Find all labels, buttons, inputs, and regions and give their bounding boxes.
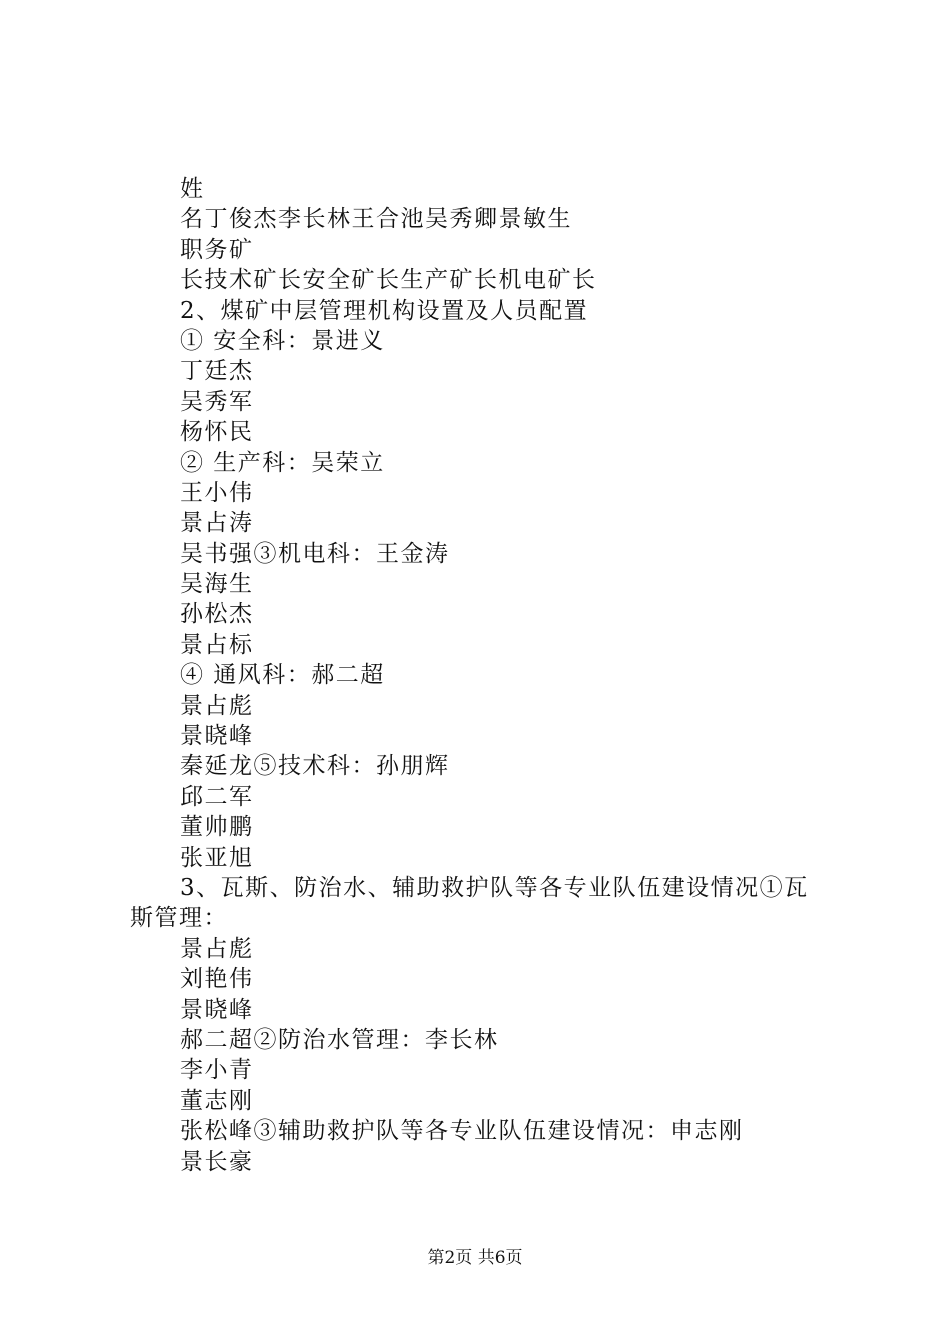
document-body [130, 174, 842, 1177]
text-line: 景占彪 [180, 692, 254, 719]
text-line: 吴书强③机电科：王金涛 [180, 540, 450, 567]
section-heading: 2、煤矿中层管理机构设置及人员配置 [180, 297, 589, 324]
section-heading-continued: 斯管理： [130, 905, 228, 932]
page-number-footer: 第2页 共6页 [427, 1248, 523, 1268]
text-line: 景晓峰 [180, 996, 254, 1023]
text-line: 景晓峰 [180, 723, 254, 750]
text-line: 景占涛 [180, 510, 254, 537]
text-line: 景占彪 [180, 935, 254, 962]
text-line: ② 生产科：吴荣立 [180, 449, 385, 476]
text-line: 李小青 [180, 1057, 254, 1084]
text-line: 刘艳伟 [180, 966, 254, 993]
text-line: 职务矿 [180, 236, 254, 263]
text-line: 董志刚 [180, 1087, 254, 1114]
text-line: 孙松杰 [180, 601, 254, 628]
text-line: 长技术矿长安全矿长生产矿长机电矿长 [180, 267, 597, 294]
text-line: ④ 通风科：郝二超 [180, 662, 385, 689]
text-line: 景长豪 [180, 1148, 254, 1175]
text-line: 张亚旭 [180, 844, 254, 871]
text-line: 丁廷杰 [180, 358, 254, 385]
text-line: ① 安全科：景进义 [180, 327, 385, 354]
text-line: 景占标 [180, 631, 254, 658]
text-line: 王小伟 [180, 479, 254, 506]
text-line: 吴海生 [180, 571, 254, 598]
section-heading: 3、瓦斯、防治水、辅助救护队等各专业队伍建设情况①瓦 [180, 874, 809, 901]
text-line: 杨怀民 [180, 419, 254, 446]
text-line: 张松峰③辅助救护队等各专业队伍建设情况：申志刚 [180, 1118, 744, 1145]
text-line: 董帅鹏 [180, 814, 254, 841]
text-line: 邱二军 [180, 783, 254, 810]
text-line: 姓 [180, 176, 205, 202]
text-line: 郝二超②防治水管理：李长林 [180, 1026, 499, 1053]
text-line: 名丁俊杰李长林王合池吴秀卿景敏生 [180, 206, 572, 233]
text-line: 吴秀军 [180, 388, 254, 415]
text-line: 秦延龙⑤技术科：孙朋辉 [180, 753, 450, 780]
